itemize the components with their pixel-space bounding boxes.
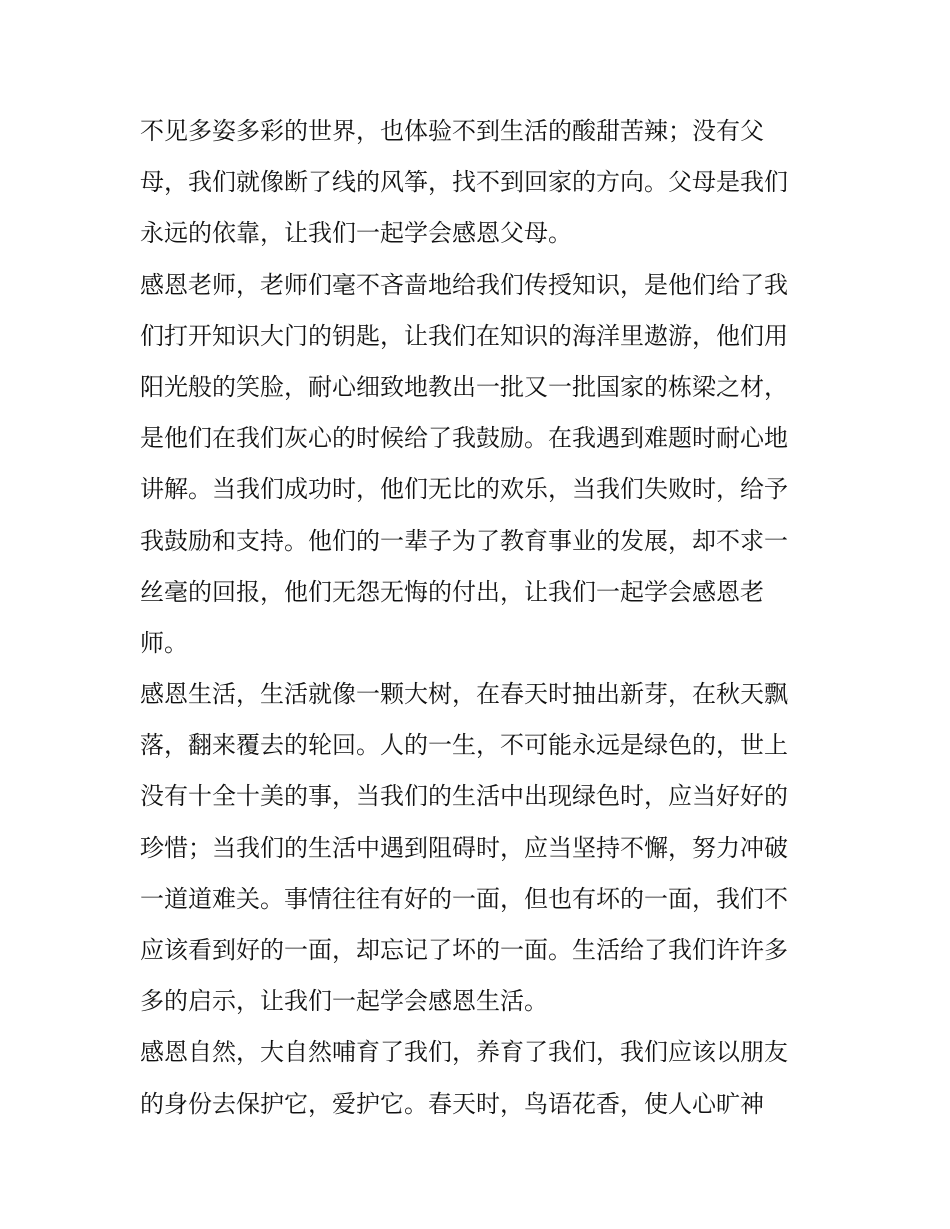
text-line: 珍惜；当我们的生活中遇到阻碍时，应当坚持不懈，努力冲破: [140, 833, 788, 862]
document-body: [140, 106, 812, 1130]
text-line: 永远的依靠，让我们一起学会感恩父母。: [140, 219, 572, 248]
text-line: 我鼓励和支持。他们的一辈子为了教育事业的发展，却不求一: [140, 526, 788, 555]
text-line: 不见多姿多彩的世界，也体验不到生活的酸甜苦辣；没有父: [140, 117, 764, 145]
text-line: 感恩自然，大自然哺育了我们，养育了我们，我们应该以朋友: [140, 1038, 788, 1067]
text-line: 母，我们就像断了线的风筝，找不到回家的方向。父母是我们: [140, 168, 788, 197]
text-line: 落，翻来覆去的轮回。人的一生，不可能永远是绿色的，世上: [140, 731, 788, 760]
text-line: 们打开知识大门的钥匙，让我们在知识的海洋里遨游，他们用: [140, 321, 788, 350]
text-line: 一道道难关。事情往往有好的一面，但也有坏的一面，我们不: [140, 884, 788, 913]
text-line: 感恩老师，老师们毫不吝啬地给我们传授知识，是他们给了我: [140, 270, 788, 299]
text-line: 的身份去保护它，爱护它。春天时，鸟语花香，使人心旷神: [140, 1089, 764, 1118]
text-line: 多的启示，让我们一起学会感恩生活。: [140, 987, 548, 1016]
text-line: 是他们在我们灰心的时候给了我鼓励。在我遇到难题时耐心地: [140, 424, 788, 453]
text-line: 讲解。当我们成功时，他们无比的欢乐，当我们失败时，给予: [140, 475, 788, 504]
text-line: 应该看到好的一面，却忘记了坏的一面。生活给了我们许许多: [140, 936, 788, 964]
text-line: 阳光般的笑脸，耐心细致地教出一批又一批国家的栋梁之材，: [140, 372, 788, 401]
text-line: 没有十全十美的事，当我们的生活中出现绿色时，应当好好的: [140, 782, 788, 811]
text-line: 感恩生活，生活就像一颗大树，在春天时抽出新芽，在秋天飘: [140, 680, 788, 709]
text-line: 师。: [140, 628, 188, 657]
text-line: 丝毫的回报，他们无怨无悔的付出，让我们一起学会感恩老: [140, 577, 764, 606]
